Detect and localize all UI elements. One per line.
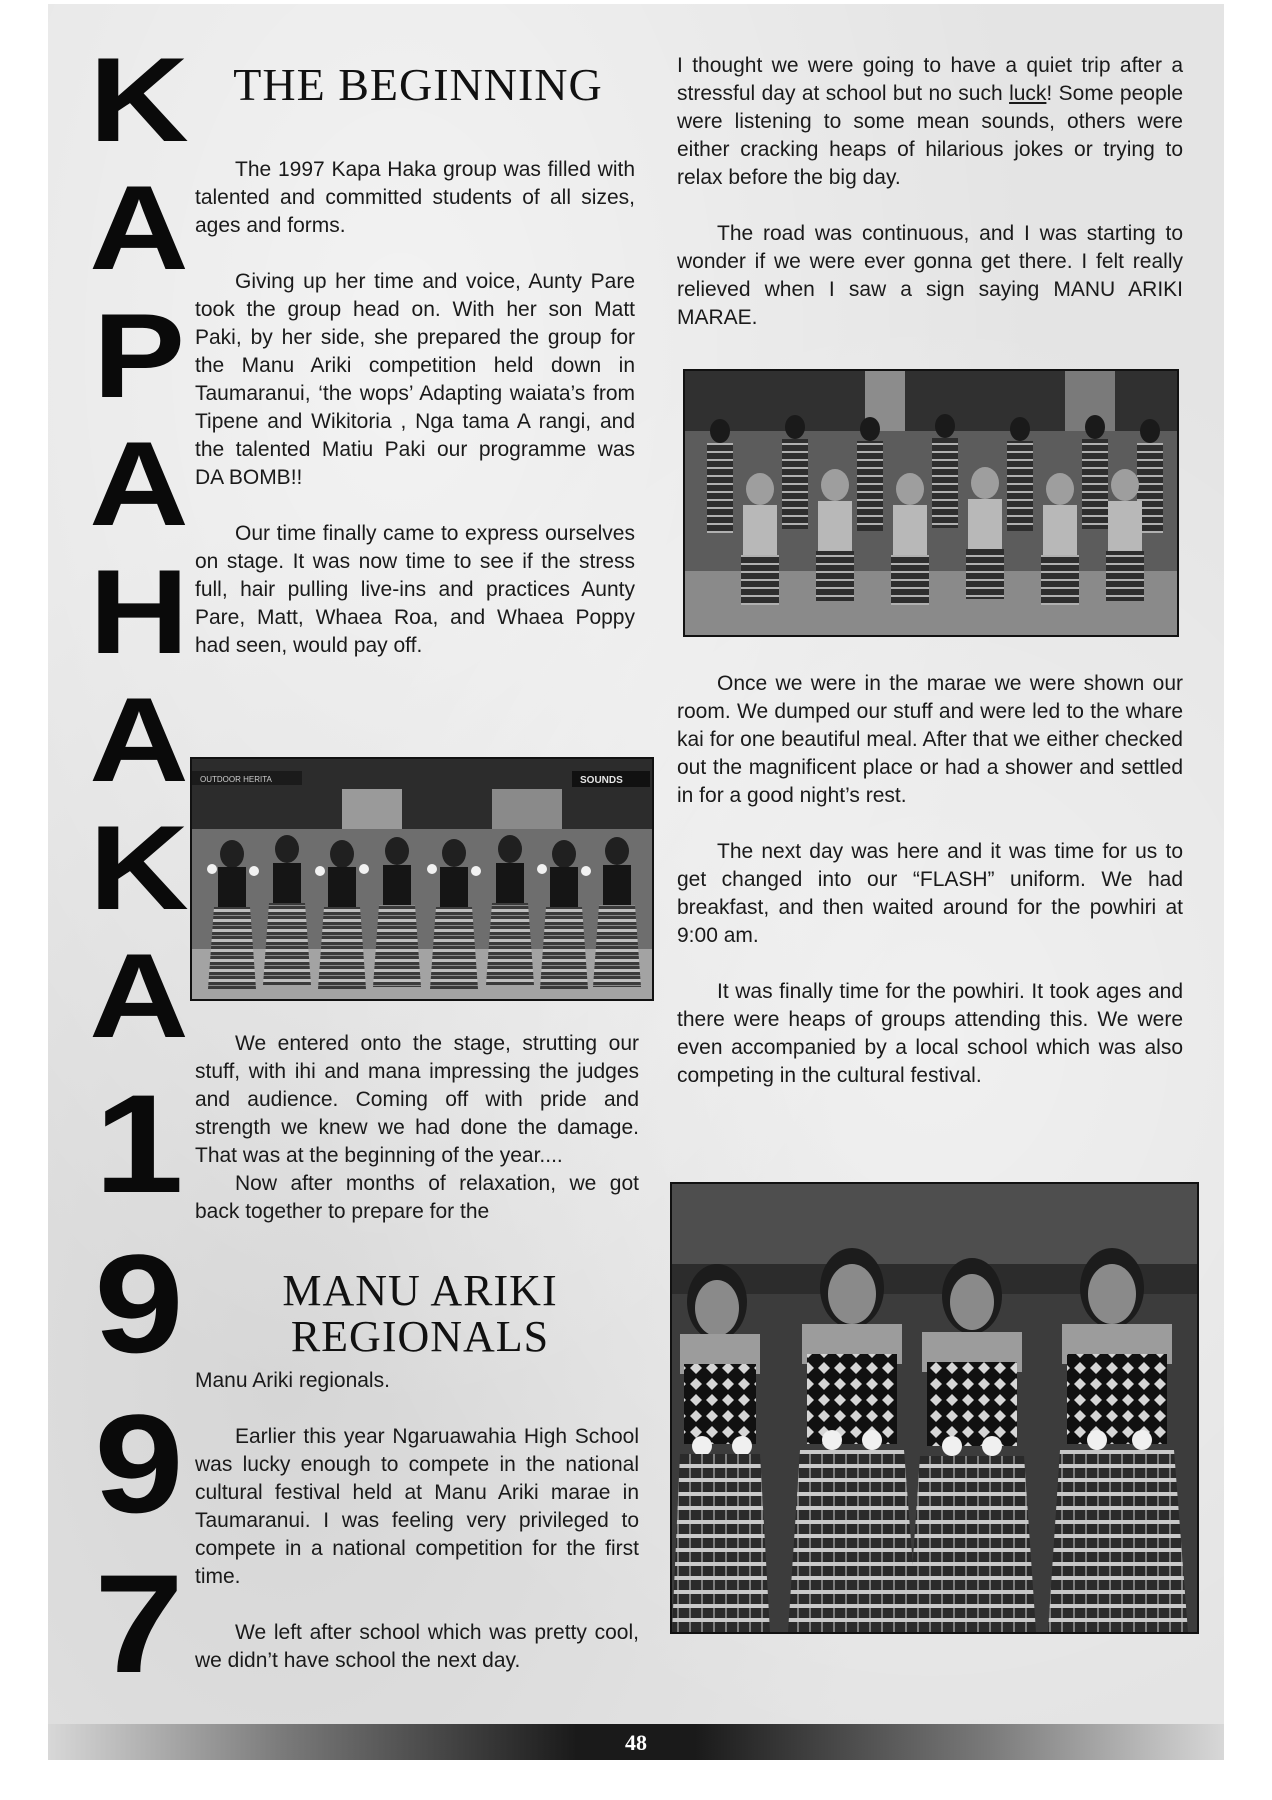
page-number: 48 — [625, 1730, 647, 1755]
paragraph: The next day was here and it was time for us to get changed into our “FLASH” uniform. We had breakfast, and then waited around for the powhiri at 9:00 am. — [677, 840, 1183, 947]
paragraph — [677, 52, 1183, 192]
banner-digit: 1 — [94, 1065, 184, 1222]
banner-letter: H — [89, 545, 189, 679]
vertical-title-banner — [70, 33, 190, 1730]
paragraph: We entered onto the stage, strutting our stuff, with ihi and mana impressing the judges and audience. Coming off with pride and strength we knew we had done the damage. That was at the beginning of the year.... — [195, 1032, 639, 1167]
banner-letter: A — [89, 673, 189, 807]
paragraph: Now after months of relaxation, we got back together to prepare for the — [195, 1172, 639, 1223]
heading-the-beginning: THE BEGINNING — [233, 59, 603, 110]
paragraph: Giving up her time and voice, Aunty Pare took the group head on. With her son Matt Paki, by her side, she prepared the group for the Manu Ariki competition held down in Taumaranui, ‘the wops’ Adapting waiata’s from Tipene and Wikitoria , Nga tama A rangi, and the talented Matiu Paki our programme was DA BOMB!! — [195, 270, 635, 489]
banner-letter: K — [89, 801, 189, 935]
paragraph: We left after school which was pretty cool, we didn’t have school the next day. — [195, 1621, 639, 1672]
paragraph: Manu Ariki regionals. — [195, 1369, 390, 1392]
right-column-section-1 — [677, 52, 1183, 332]
banner-digit: 7 — [94, 1545, 184, 1702]
banner-letter: A — [89, 161, 189, 295]
store-sign-text: OUTDOOR HERITA — [200, 775, 272, 784]
heading-manu-ariki-regionals — [200, 1268, 640, 1360]
banner-letter: P — [92, 289, 186, 423]
paragraph: The road was continuous, and I was starting to wonder if we were ever gonna get there. I felt really relieved when I saw a sign saying MANU ARIKI MARAE. — [677, 222, 1183, 329]
photo-group-performing-in-mall — [190, 757, 654, 1001]
paragraph: The 1997 Kapa Haka group was filled with talented and committed students of all sizes, ages and forms. — [195, 158, 635, 237]
left-column-section-2 — [195, 1030, 639, 1226]
store-sign-text: SOUNDS — [580, 775, 623, 786]
underlined-word: luck — [1009, 82, 1047, 105]
left-column-section-3 — [195, 1367, 639, 1675]
paragraph: It was finally time for the powhiri. It took ages and there were heaps of groups attending this. We were even accompanied by a local school which was also competing in the cultural festival. — [677, 980, 1183, 1087]
right-column-section-2 — [677, 670, 1183, 1090]
paragraph: Earlier this year Ngaruawahia High School was lucky enough to compete in the national cultural festival held at Manu Ariki marae in Taumaranui. I was feeling very privileged to compete in a national competition for the first time. — [195, 1425, 639, 1588]
banner-digit: 9 — [94, 1225, 184, 1382]
heading-line: MANU ARIKI — [282, 1266, 558, 1315]
heading-line: REGIONALS — [290, 1312, 550, 1361]
paragraph: Once we were in the marae we were shown our room. We dumped our stuff and were led to the whare kai for one beautiful meal. After that we either checked out the magnificent place or had a shower and settled in for a good night’s rest. — [677, 672, 1183, 807]
left-column-section-1 — [195, 156, 635, 660]
banner-letter: K — [89, 33, 189, 167]
paragraph: Our time finally came to express ourselves on stage. It was now time to see if the stress full, hair pulling live-ins and practices Aunty Pare, Matt, Whaea Roa, and Whaea Poppy had seen, would pay off. — [195, 522, 635, 657]
banner-letter: A — [89, 929, 189, 1063]
text-run: I thought we were going to have a quiet trip after a stressful day at school but no such — [677, 54, 1183, 105]
banner-digit: 9 — [94, 1385, 184, 1542]
banner-letter: A — [89, 417, 189, 551]
text-run: ! Some people were listening to some mean sounds, others were either cracking heaps of hilarious jokes or trying to relax before the big day. — [677, 82, 1183, 189]
photo-haka-performance — [683, 369, 1179, 637]
photo-female-performers-closeup — [670, 1182, 1199, 1634]
